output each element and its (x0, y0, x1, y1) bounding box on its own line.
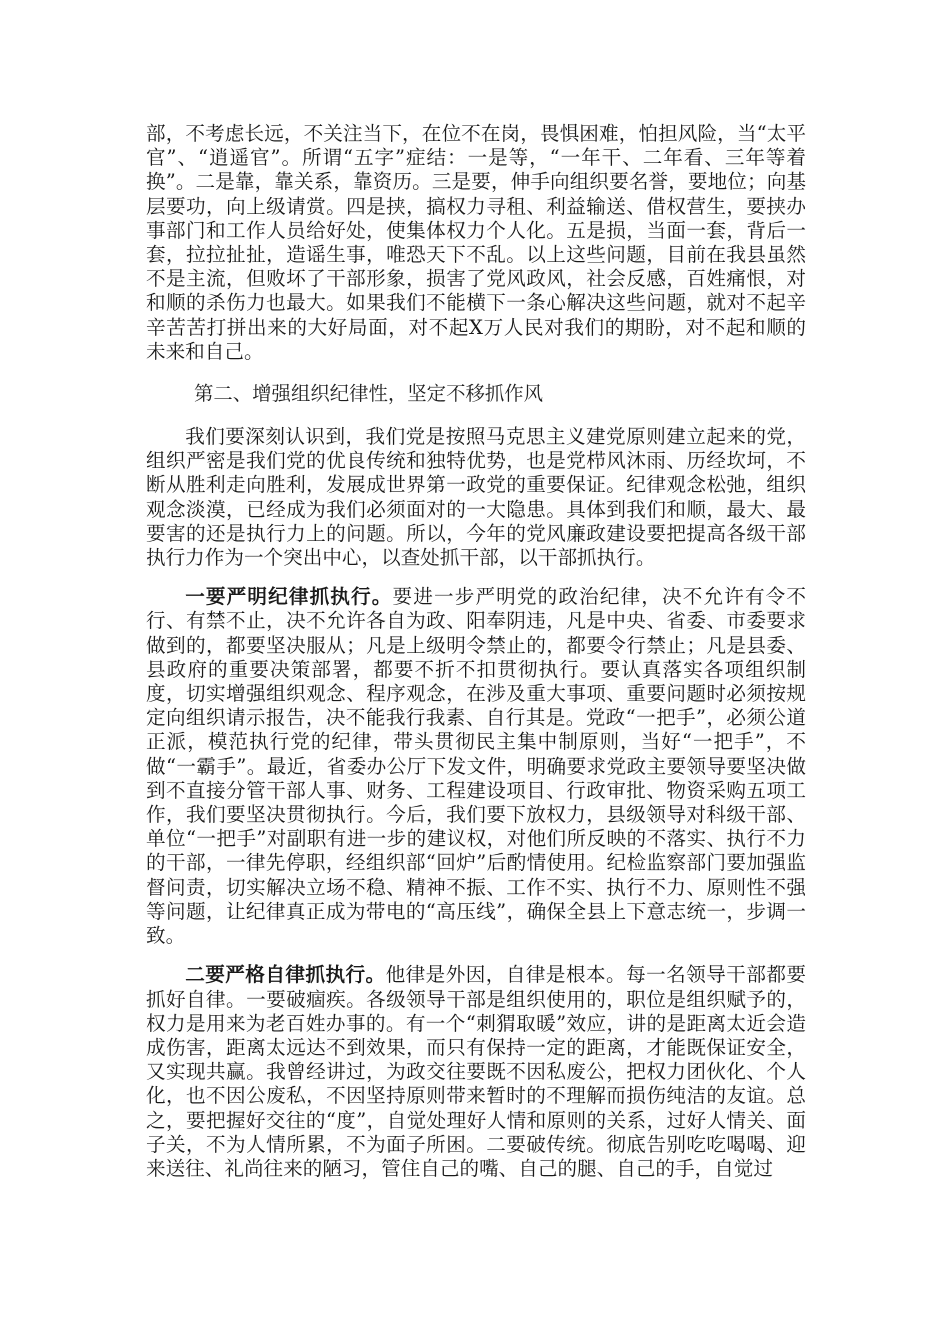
paragraph-intro-continuation: 部，不考虑长远，不关注当下，在位不在岗，畏惧困难，怕担风险，当“太平官”、“逍遥官”。所谓“五字”症结：一是等，“一年干、二年看、三年等着换”。二是靠，靠关系，靠资历。三是要，伸手向组织要名誉，要地位；向基层要功，向上级请赏。四是挟，搞权力寻租、利益输送、借权营生，要挟办事部门和工作人员给好处，使集体权力个人化。五是损，当面一套，背后一套，拉拉扯扯，造谣生事，唯恐天下不乱。以上这些问题，目前在我县虽然不是主流，但败坏了干部形象，损害了党风政风，社会反感，百姓痛恨，对和顺的杀伤力也最大。如果我们不能横下一条心解决这些问题，就对不起辛辛苦苦打拼出来的大好局面，对不起X万人民对我们的期盼，对不起和顺的未来和自己。 (146, 122, 806, 363)
point-two-body: 他律是外因，自律是根本。每一名领导干部都要抓好自律。一要破痼疾。各级领导干部是组织使用的，职位是组织赋予的，权力是用来为老百姓办事的。有一个“刺猬取暖”效应，讲的是距离太近会造成伤害，距离太远达不到效果，而只有保持一定的距离，才能既保证安全，又实现共赢。我曾经讲过，为政交往要既不因私废公，把权力团伙化、个人化，也不因公废私，不因坚持原则带来暂时的不理解而损伤纯洁的友谊。总之，要把握好交往的“度”，自觉处理好人情和原则的关系，过好人情关、面子关，不为人情所累，不为面子所困。二要破传统。彻底告别吃吃喝喝、迎来送往、礼尚往来的陋习，管住自己的嘴、自己的腿、自己的手，自觉过 (146, 963, 806, 1180)
paragraph-point-one (146, 585, 806, 948)
point-two-lead: 二要严格自律抓执行。 (185, 963, 386, 987)
document-page (146, 122, 806, 1181)
point-one-lead: 一要严明纪律抓执行。 (185, 585, 393, 609)
paragraph-organization-discipline: 我们要深刻认识到，我们党是按照马克思主义建党原则建立起来的党，组织严密是我们党的优良传统和独特优势，也是党栉风沐雨、历经坎坷，不断从胜利走向胜利，发展成世界第一政党的重要保证。纪律观念松弛，组织观念淡漠，已经成为我们必须面对的一大隐患。具体到我们和顺，最大、最要害的还是执行力上的问题。所以，今年的党风廉政建设要把提高各级干部执行力作为一个突出中心，以查处抓干部，以干部抓执行。 (146, 425, 806, 570)
section-heading: 第二、增强组织纪律性，坚定不移抓作风 (194, 382, 544, 406)
paragraph-point-two (146, 963, 806, 1181)
point-one-body: 要进一步严明党的政治纪律，决不允许有令不行、有禁不止，决不允许各自为政、阳奉阴违，凡是中央、省委、市委要求做到的，都要坚决服从；凡是上级明令禁止的，都要令行禁止；凡是县委、县政府的重要决策部署，都要不折不扣贯彻执行。要认真落实各项组织制度，切实增强组织观念、程序观念，在涉及重大事项、重要问题时必须按规定向组织请示报告，决不能我行我素、自行其是。党政“一把手”，必须公道正派，模范执行党的纪律，带头贯彻民主集中制原则，当好“一把手”，不做“一霸手”。最近，省委办公厅下发文件，明确要求党政主要领导要坚决做到不直接分管干部人事、财务、工程建设项目、行政审批、物资采购五项工作，我们要坚决贯彻执行。今后，我们要下放权力，县级领导对科级干部、单位“一把手”对副职有进一步的建议权，对他们所反映的不落实、执行不力的干部，一律先停职，经组织部“回炉”后酌情使用。纪检监察部门要加强监督问责，切实解决立场不稳、精神不振、工作不实、执行不力、原则性不强等问题，让纪律真正成为带电的“高压线”，确保全县上下意志统一，步调一致。 (146, 585, 807, 948)
